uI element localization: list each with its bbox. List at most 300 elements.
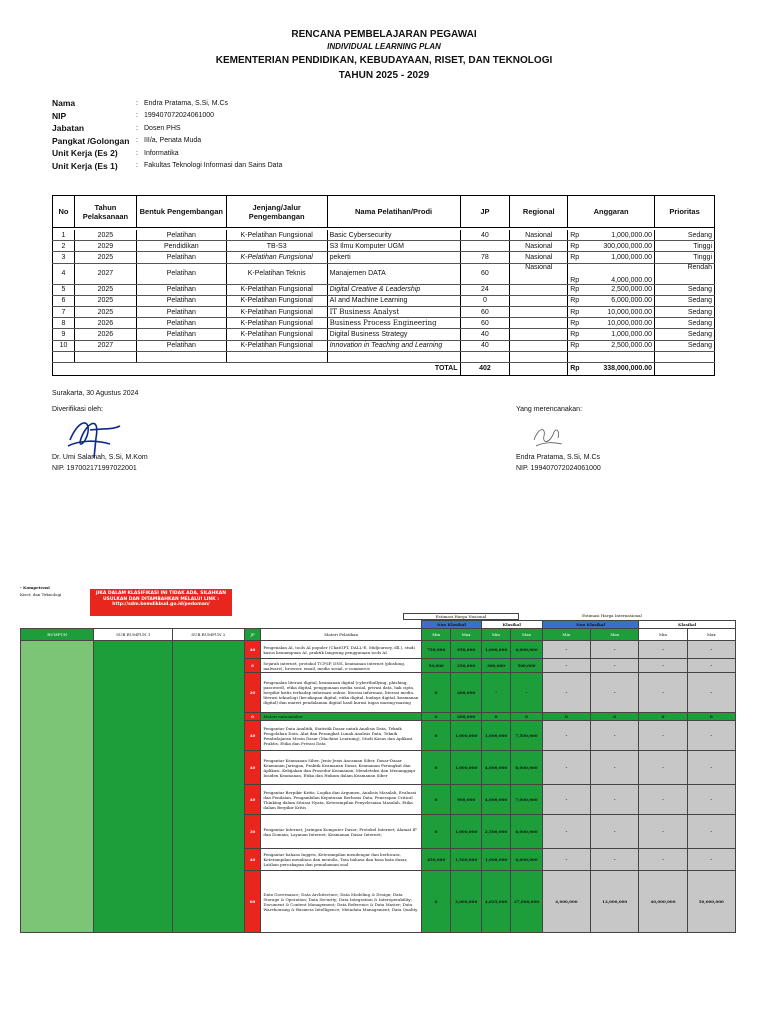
cell [136, 351, 226, 362]
cell [655, 351, 715, 362]
info-row-jabatan [52, 122, 282, 135]
cell-rumpun [21, 641, 94, 933]
cell-price: 40,000,000 [639, 871, 687, 933]
cell-bentuk: Pelatihan [136, 329, 226, 340]
reference-table [20, 620, 736, 933]
cell-price: 6,000,000 [511, 849, 543, 871]
table-row [53, 340, 715, 351]
cell-jp [460, 241, 510, 252]
col-rumpun: RUMPUN [21, 629, 94, 641]
cell-anggaran [568, 295, 655, 306]
cell-nama: IT Business Analyst [327, 306, 460, 317]
cell-prioritas: Sedang [655, 284, 715, 295]
cell-regional [510, 340, 568, 351]
cell-regional: Nasional [510, 263, 568, 284]
info-value: III/a, Penata Muda [144, 137, 202, 145]
cell-nama: Digital Creative & Leadership [327, 284, 460, 295]
cell-materi: Materi narasumber [261, 713, 422, 721]
cell-price: - [591, 641, 639, 659]
planner-nip: NIP. 199407072024061000 [516, 465, 601, 472]
col-header-prioritas: Prioritas [655, 196, 715, 228]
cell-price: - [639, 785, 687, 815]
cell-price: - [591, 659, 639, 673]
ref-title-2: Kiset, dan Teknologi [20, 592, 62, 597]
cell-price: - [687, 673, 735, 713]
col-min: Min [542, 629, 590, 641]
cell-nama: Manajemen DATA [327, 263, 460, 284]
info-row-nama [52, 97, 282, 110]
cell [226, 351, 327, 362]
cell-anggaran [568, 284, 655, 295]
currency: Rp [570, 286, 580, 294]
info-label: Unit Kerja (Es 2) [52, 148, 118, 159]
currency: Rp [570, 330, 580, 338]
cell-regional [510, 284, 568, 295]
cell-price: 1,500,000 [451, 849, 481, 871]
cell-price: 7,000,000 [511, 785, 543, 815]
col-min: Min [481, 629, 510, 641]
cell-jp: 6 [244, 659, 261, 673]
cell-jenjang: TB-S3 [226, 241, 327, 252]
info-label: Unit Kerja (Es 1) [52, 160, 118, 171]
table-row [53, 252, 715, 263]
cell [510, 351, 568, 362]
cell-price: - [639, 641, 687, 659]
currency: Rp [570, 365, 580, 373]
nonklasikal-int: Non Klasikal [542, 621, 639, 629]
employee-info [52, 97, 282, 172]
cell-jenjang: K-Pelatihan Fungsional [226, 318, 327, 329]
cell-price: - [542, 849, 590, 871]
cell-price: 3,000,000 [451, 871, 481, 933]
currency: Rp [570, 253, 580, 261]
nonklasikal-nas: Non Klasikal [422, 621, 482, 629]
col-sub2: SUB RUMPUN 2 [173, 629, 244, 641]
amount: 4,000,000.00 [611, 276, 653, 284]
cell-price: 0 [511, 713, 543, 721]
currency: Rp [570, 231, 580, 239]
cell-price: 0 [422, 871, 451, 933]
verified-label: Diverifikasi oleh: [52, 406, 103, 413]
cell-price: 200,000 [451, 713, 481, 721]
cell-sub1 [94, 641, 173, 933]
col-sub1: SUB RUMPUN 1 [94, 629, 173, 641]
cell-materi: Sejarah internet, protokol TCP/IP, DNS, keamanan internet (phishing, malware), browser, email, media sosial, e-commerce [261, 659, 422, 673]
cell-jp: 40 [244, 641, 261, 659]
cell-jenjang: K-Pelatihan Teknis [226, 263, 327, 284]
cell-price: - [542, 785, 590, 815]
cell-jenjang: K-Pelatihan Fungsional [226, 306, 327, 317]
table-header-row [53, 196, 715, 228]
cell-jp: 30 [244, 815, 261, 849]
cell [655, 362, 715, 375]
cell-price: 750,000 [422, 641, 451, 659]
cell-regional: Nasional [510, 241, 568, 252]
cell-price: 6,000,000 [511, 815, 543, 849]
table-row [53, 318, 715, 329]
cell-regional: Nasional [510, 252, 568, 263]
info-colon: : [136, 162, 138, 170]
cell-price: 0 [422, 785, 451, 815]
total-anggaran [568, 362, 655, 375]
cell [327, 351, 460, 362]
cell-price: 300,000 [481, 659, 510, 673]
currency: Rp [570, 297, 580, 305]
cell-materi: Pengenalan AI, tools AI populer (ChatGPT, DALL-E, Midjourney, dll.), studi kasus kemampuan AI, praktik langsung penggunaan tools AI. [261, 641, 422, 659]
cell-price: - [591, 673, 639, 713]
cell-bentuk: Pelatihan [136, 340, 226, 351]
cell-no: 10 [53, 340, 75, 351]
currency: Rp [570, 276, 580, 284]
cell-jp: 60 [244, 871, 261, 933]
cell-no: 9 [53, 329, 75, 340]
amount: 6,000,000.00 [611, 297, 653, 305]
cell-price: - [687, 751, 735, 785]
info-colon: : [136, 124, 138, 132]
cell-prioritas: Sedang [655, 230, 715, 241]
cell-anggaran [568, 230, 655, 241]
cell-price: 7,500,000 [511, 721, 543, 751]
cell-prioritas: Sedang [655, 306, 715, 317]
table-row [53, 306, 715, 317]
cell-price: 0 [639, 713, 687, 721]
cell [74, 351, 136, 362]
info-value: Endra Pratama, S.Si, M.Cs [144, 99, 229, 107]
cell-materi: Pengantar bahasa Inggris, Keterampilan mendengar dan berbicara, Keterampilan membaca dan menulis, Tata bahasa dan kosa kata dasar, Latihan percakapan dan pemahaman soal [261, 849, 422, 871]
cell-nama: AI and Machine Learning [327, 295, 460, 306]
info-row-nip [52, 110, 282, 123]
table-row [53, 241, 715, 252]
cell-jenjang: K-Pelatihan Fungsional [226, 284, 327, 295]
col-header-jp: JP [460, 196, 510, 228]
cell-price: 1,000,000 [451, 751, 481, 785]
cell-price: 450,000 [422, 849, 451, 871]
total-label: TOTAL [53, 362, 461, 375]
cell-price: - [687, 785, 735, 815]
cell-anggaran [568, 318, 655, 329]
cell-price: 4,000,000 [511, 641, 543, 659]
table-row [53, 329, 715, 340]
col-header-nama: Nama Pelatihan/Prodi [327, 196, 460, 228]
cell-jenjang: K-Pelatihan Fungsional [226, 329, 327, 340]
ministry-name: KEMENTERIAN PENDIDIKAN, KEBUDAYAAN, RISET, DAN TEKNOLOGI [215, 55, 553, 66]
cell-materi: Pengenalan literasi digital, keamanan digital (cybertbullying, phishing, password), etika digital, penggunaan media sosial, privasi data, hak cipta, berpikir kritis terhadap informasi online, literasi informasi, literasi media, literasi teknologi (kecakapan digital, etika digital, budaya digital, keamanan digital) dan materi pendalaman digital hasil kurasi tugas masing-masing [261, 673, 422, 713]
currency: Rp [570, 242, 580, 250]
red-notice: JIKA DALAM KLASIFIKASI INI TIDAK ADA, SILAHKAN USULKAN DAN DITAMBAHKAN MELALUI LINK : http://sdm.kemdikbud.go.id/pedoman/ [90, 589, 232, 616]
cell-tahun: 2025 [74, 252, 136, 263]
cell-price: - [687, 641, 735, 659]
cell-price: 0 [422, 673, 451, 713]
cell-jenjang: K-Pelatihan Fungsional [226, 295, 327, 306]
cell-regional [510, 295, 568, 306]
cell-prioritas: Sedang [655, 340, 715, 351]
col-header-no: No [53, 196, 75, 228]
cell-materi: Pengantar Data Analitik, Statistik Dasar untuk Analisis Data, Teknik Pengolahan Data, Alat dan Perangkat Lunak Analisis Data, Teknik Pembelajaran Mesin Dasar (Machine Learning), Studi Kasus dan Aplikasi Praktis, Etika dan Privasi Data [261, 721, 422, 751]
cell-tahun: 2025 [74, 284, 136, 295]
info-colon: : [136, 137, 138, 145]
cell-bentuk: Pendidikan [136, 241, 226, 252]
cell-price: 27,000,000 [511, 871, 543, 933]
cell-price: - [687, 721, 735, 751]
cell-regional [510, 329, 568, 340]
klasikal-int: Klasikal [639, 621, 736, 629]
cell-price: - [687, 659, 735, 673]
amount: 300,000,000.00 [603, 242, 653, 250]
cell-jp: 40 [244, 751, 261, 785]
ref-title-1: - Kompetensi [20, 585, 50, 590]
cell-price: 900,000 [451, 785, 481, 815]
cell-jp: 0 [244, 713, 261, 721]
total-jp: 402 [460, 362, 510, 375]
cell [460, 351, 510, 362]
cell-price: 0 [422, 815, 451, 849]
total-row [53, 362, 715, 375]
learning-plan-table [52, 195, 715, 376]
cell-price: - [542, 815, 590, 849]
cell-jenjang: K-Pelatihan Fungsional [226, 230, 327, 241]
cell-no: 5 [53, 284, 75, 295]
cell-price: 4,000,000 [481, 751, 510, 785]
cell-bentuk: Pelatihan [136, 318, 226, 329]
cell-price: - [542, 721, 590, 751]
cell-no: 3 [53, 252, 75, 263]
cell-price: 950,000 [451, 641, 481, 659]
reference-body [21, 641, 736, 933]
cell-tahun: 2026 [74, 329, 136, 340]
amount: 2,500,000.00 [611, 342, 653, 350]
cell-price: 200,000 [451, 673, 481, 713]
info-value: 199407072024061000 [144, 112, 215, 120]
cell-jp: 40 [460, 230, 510, 241]
cell-jp: 24 [460, 284, 510, 295]
cell-jp: 40 [244, 849, 261, 871]
amount: 1,000,000.00 [611, 231, 653, 239]
info-row-pangkat [52, 135, 282, 148]
cell-no: 1 [53, 230, 75, 241]
cell-bentuk: Pelatihan [136, 230, 226, 241]
cell-price: - [542, 673, 590, 713]
info-colon: : [136, 149, 138, 157]
cell-materi: Pengantar Internet; Jaringan Komputer Dasar; Protokol Internet; Alamat IP dan Domain; Layanan Internet; Keamanan Dasar Internet; [261, 815, 422, 849]
col-max: Max [451, 629, 481, 641]
cell-price: - [639, 673, 687, 713]
currency: Rp [570, 319, 580, 327]
amount: 10,000,000.00 [607, 319, 653, 327]
cell-price: 250,000 [451, 659, 481, 673]
cell-bentuk: Pelatihan [136, 295, 226, 306]
col-max: Max [511, 629, 543, 641]
cell-price: - [542, 659, 590, 673]
info-value: Fakultas Teknologi Informasi dan Sains Data [144, 162, 283, 170]
planner-signature [528, 420, 568, 450]
cell-prioritas: Sedang [655, 329, 715, 340]
cell-jp: 40 [460, 340, 510, 351]
cell-anggaran [568, 340, 655, 351]
cell-prioritas: Sedang [655, 318, 715, 329]
cell-price: 500,000 [511, 659, 543, 673]
cell-price: - [687, 815, 735, 849]
cell-price: 4,000,000 [542, 871, 590, 933]
cell-nama: Basic Cybersecurity [327, 230, 460, 241]
planner-label: Yang merencanakan: [516, 406, 583, 413]
cell-jp: 60 [460, 306, 510, 317]
col-header-bentuk: Bentuk Pengembangan [136, 196, 226, 228]
cell-tahun: 2029 [74, 241, 136, 252]
cell-jp: 20 [244, 673, 261, 713]
cell-price: 0 [422, 751, 451, 785]
currency: Rp [570, 308, 580, 316]
cell-price: - [591, 849, 639, 871]
reference-row [21, 641, 736, 659]
currency: Rp [570, 342, 580, 350]
cell-price: 2,500,000 [481, 815, 510, 849]
cell-price: - [542, 641, 590, 659]
amount: 2,500,000.00 [611, 286, 653, 294]
cell-price: 0 [422, 713, 451, 721]
cell-anggaran [568, 252, 655, 263]
info-colon: : [136, 99, 138, 107]
cell-price: 1,000,000 [481, 641, 510, 659]
table-row [53, 230, 715, 241]
cell-price: - [511, 673, 543, 713]
planner-name: Endra Pratama, S.Si, M.Cs [516, 454, 601, 461]
cell-regional [510, 318, 568, 329]
amount: 10,000,000.00 [607, 308, 653, 316]
verifier-signature [60, 410, 130, 460]
cell-prioritas: Rendah [655, 263, 715, 284]
cell-price: - [591, 815, 639, 849]
col-max: Max [591, 629, 639, 641]
cell-jp: 40 [460, 329, 510, 340]
cell-price: - [591, 721, 639, 751]
cell-price: 0 [542, 713, 590, 721]
cell-no: 2 [53, 241, 75, 252]
col-max: Max [687, 629, 735, 641]
cell-jenjang: K-Pelatihan Fungsional [226, 252, 327, 263]
doc-title: RENCANA PEMBELAJARAN PEGAWAI [291, 29, 477, 40]
cell-price: 4,000,000 [481, 785, 510, 815]
cell-price: - [542, 751, 590, 785]
cell-materi: Pengantar Keamanan Siber, Jenis-Jenis Ancaman Siber, Dasar-Dasar Keamanan Jaringan, Praktik Keamanan Dasar, Keamanan Perangkat dan Aplikasi, Kebijakan dan Prosedur Keamanan, Mendeteksi dan Menanggapi Insiden Keamanan, Etika dan Hukum dalam Keamanan Siber [261, 751, 422, 785]
cell-price: 0 [591, 713, 639, 721]
cell-price: 8,000,000 [511, 751, 543, 785]
cell-no: 7 [53, 306, 75, 317]
cell-regional [510, 306, 568, 317]
cell-price: - [639, 751, 687, 785]
cell-tahun: 2027 [74, 263, 136, 284]
cell-bentuk: Pelatihan [136, 252, 226, 263]
cell-jp: 40 [244, 785, 261, 815]
cell-price: - [687, 849, 735, 871]
col-min: Min [639, 629, 687, 641]
table-row [53, 263, 715, 284]
cell-tahun: 2025 [74, 295, 136, 306]
amount: 1,000,000.00 [611, 330, 653, 338]
cell-jp: 60 [460, 263, 510, 284]
table-row [53, 295, 715, 306]
verifier-name: Dr. Umi Salamah, S.Si, M.Kom [52, 454, 148, 461]
cell-price: - [591, 751, 639, 785]
cell-jp: 78 [460, 252, 510, 263]
col-jp: JP [244, 629, 261, 641]
place-date: Surakarta, 30 Agustus 2024 [52, 390, 139, 397]
cell [53, 351, 75, 362]
blank [21, 621, 422, 629]
cell-price: - [639, 849, 687, 871]
cell-price: - [481, 673, 510, 713]
col-header-tahun: Tahun Pelaksanaan [74, 196, 136, 228]
cell-price: 1,000,000 [481, 849, 510, 871]
sub-header-row [21, 621, 736, 629]
est-nasional-label: Estimasi Harga Nasional [403, 613, 519, 620]
col-materi: Materi Pelatihan [261, 629, 422, 641]
cell-anggaran [568, 263, 655, 284]
cell-nama: pekerti [327, 252, 460, 263]
info-value: Dosen PHS [144, 124, 181, 132]
cell-jp: 40 [244, 721, 261, 751]
plan-period: TAHUN 2025 - 2029 [338, 70, 430, 81]
cell-anggaran [568, 329, 655, 340]
col-min: Min [422, 629, 451, 641]
cell-tahun: 2025 [74, 306, 136, 317]
cell-bentuk: Pelatihan [136, 306, 226, 317]
cell-no: 6 [53, 295, 75, 306]
cell-nama: Business Process Engineering [327, 318, 460, 329]
table-row [53, 284, 715, 295]
col-header-regional: Regional [510, 196, 568, 228]
cell-prioritas: Sedang [655, 295, 715, 306]
cell-price: 0 [481, 713, 510, 721]
cell-materi: Pengantar Berpikir Kritis, Logika dan Argumen, Analisis Masalah, Evaluasi dan Penilaian, Pengambilan Keputusan Berbasis Data, Penerapan Critical Thinking dalam Situasi Nyata, Keterampilan Penyelesaian Masalah, Etika dalam Berpikir Kritis [261, 785, 422, 815]
cell-no: 8 [53, 318, 75, 329]
cell-price: 12,000,000 [591, 871, 639, 933]
amount: 1,000,000.00 [611, 253, 653, 261]
cell-nama: S3 Ilmu Komputer UGM [327, 241, 460, 252]
cell-tahun: 2027 [74, 340, 136, 351]
info-row-es1 [52, 160, 282, 173]
info-label: Pangkat /Golongan [52, 135, 130, 146]
cell-price: 50,000,000 [687, 871, 735, 933]
cell-tahun: 2026 [74, 318, 136, 329]
verifier-nip: NIP. 197002171997022001 [52, 465, 137, 472]
cell-price: - [639, 721, 687, 751]
cell-prioritas: Tinggi [655, 241, 715, 252]
cell-nama: Innovation in Teaching and Learning [327, 340, 460, 351]
info-label: NIP [52, 110, 67, 121]
cell-jp: 60 [460, 318, 510, 329]
cell [510, 362, 568, 375]
cell-materi: Data Governance; Data Architecture; Data Modeling & Design; Data Storage & Operation; Data Security; Data Integration & Interoperability; Document & Content Management; Data Reference & Data Master; Data Warehousing & Business Intelligence; Metadata Management; Data Quality [261, 871, 422, 933]
cell-jp: 0 [460, 295, 510, 306]
info-row-es2 [52, 147, 282, 160]
amount: 338,000,000.00 [603, 365, 653, 373]
cell-bentuk: Pelatihan [136, 263, 226, 284]
cell-prioritas: Tinggi [655, 252, 715, 263]
cell-price: 4,625,000 [481, 871, 510, 933]
empty-row [53, 351, 715, 362]
cell-anggaran [568, 241, 655, 252]
cell-no: 4 [53, 263, 75, 284]
klasikal-nas: Klasikal [481, 621, 542, 629]
header-row [21, 629, 736, 641]
doc-subtitle: INDIVIDUAL LEARNING PLAN [327, 42, 441, 51]
cell-tahun: 2025 [74, 230, 136, 241]
cell-regional: Nasional [510, 230, 568, 241]
cell-price: 0 [687, 713, 735, 721]
cell-price: 1,000,000 [451, 721, 481, 751]
info-value: Informatika [144, 149, 179, 157]
cell-jenjang: K-Pelatihan Fungsional [226, 340, 327, 351]
